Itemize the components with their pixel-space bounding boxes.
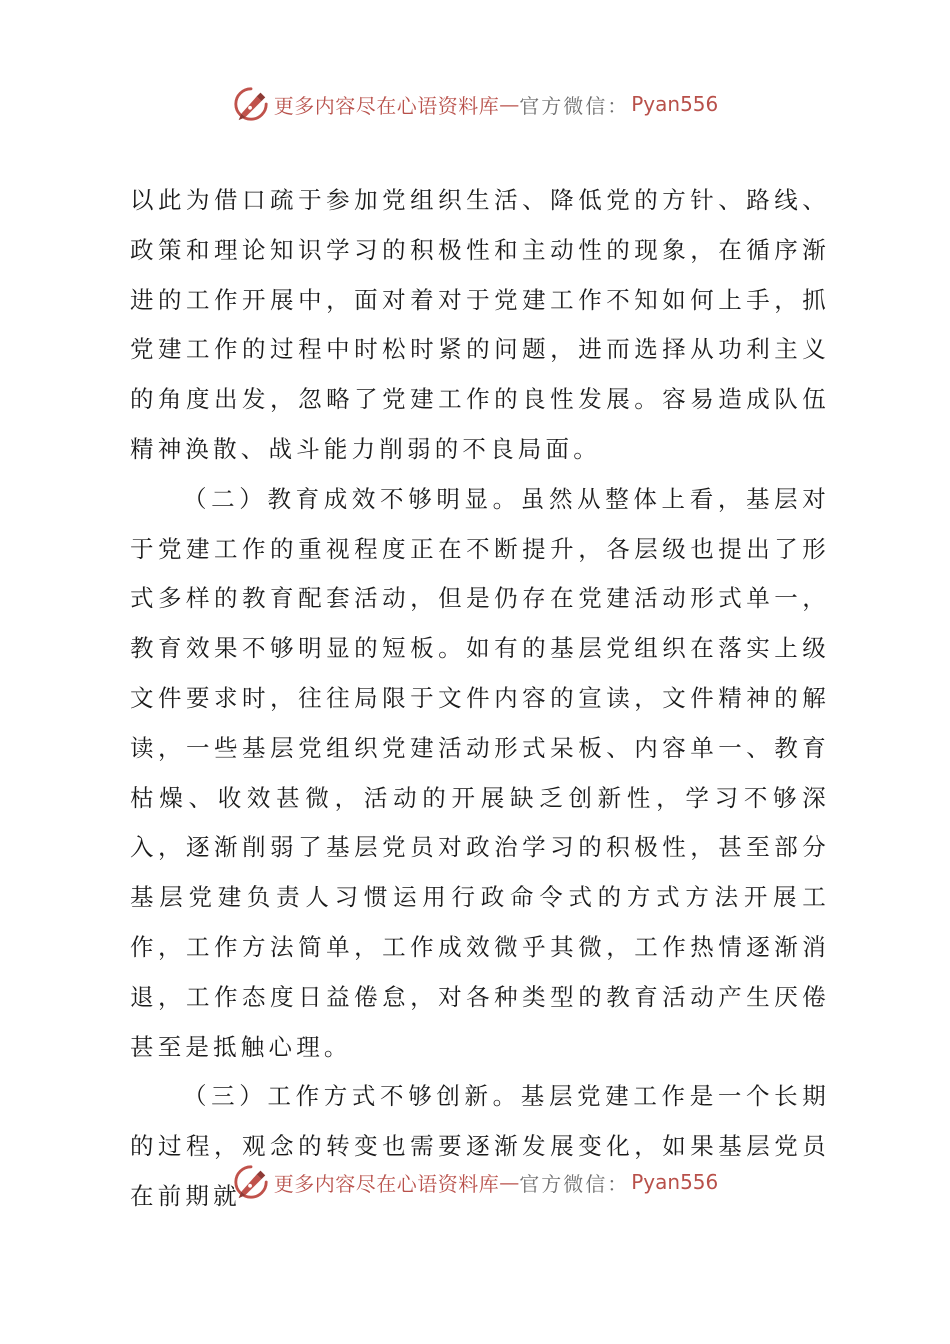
document-body [130,176,830,1222]
pen-nib-logo-icon [232,1163,270,1201]
banner-wechat-id: Pyan556 [631,1170,719,1194]
paragraph-continuation: 以此为借口疏于参加党组织生活、降低党的方针、路线、政策和理论知识学习的积极性和主动性的现象，在循序渐进的工作开展中，面对着对于党建工作不知如何上手，抓党建工作的过程中时松时紧的问题，进而选择从功利主义的角度出发，忽略了党建工作的良性发展。容易造成队伍精神涣散、战斗能力削弱的不良局面。 [130,186,830,463]
banner-dash: — [499,92,520,116]
paragraph-section-two: （二）教育成效不够明显。虽然从整体上看，基层对于党建工作的重视程度正在不断提升，各层级也提出了形式多样的教育配套活动，但是仍存在党建活动形式单一，教育效果不够明显的短板。如有的基层党组织在落实上级文件要求时，往往局限于文件内容的宣读，文件精神的解读，一些基层党组织党建活动形式呆板、内容单一、教育枯燥、收效甚微，活动的开展缺乏创新性，学习不够深入，逐渐削弱了基层党员对政治学习的积极性，甚至部分基层党建负责人习惯运用行政命令式的方式方法开展工作，工作方法简单，工作成效微乎其微，工作热情逐渐消退，工作态度日益倦怠，对各种类型的教育活动产生厌倦甚至是抵触心理。 [130,484,830,1061]
pen-nib-logo-icon [232,85,270,123]
banner-wechat-id: Pyan556 [631,92,719,116]
banner-wechat-label: 官方微信： [519,1171,630,1196]
banner-dash: — [499,1170,520,1194]
banner-lead-text: 更多内容尽在心语资料库 [273,93,500,118]
banner-lead-text: 更多内容尽在心语资料库 [273,1171,500,1196]
header-banner [0,82,950,126]
paragraph-section-three: （三）工作方式不够创新。基层党建工作是一个长期的过程，观念的转变也需要逐渐发展变化，如果基层党员在前期就 [130,1082,830,1210]
banner-wechat-label: 官方微信： [519,93,630,118]
footer-banner [0,1160,950,1204]
